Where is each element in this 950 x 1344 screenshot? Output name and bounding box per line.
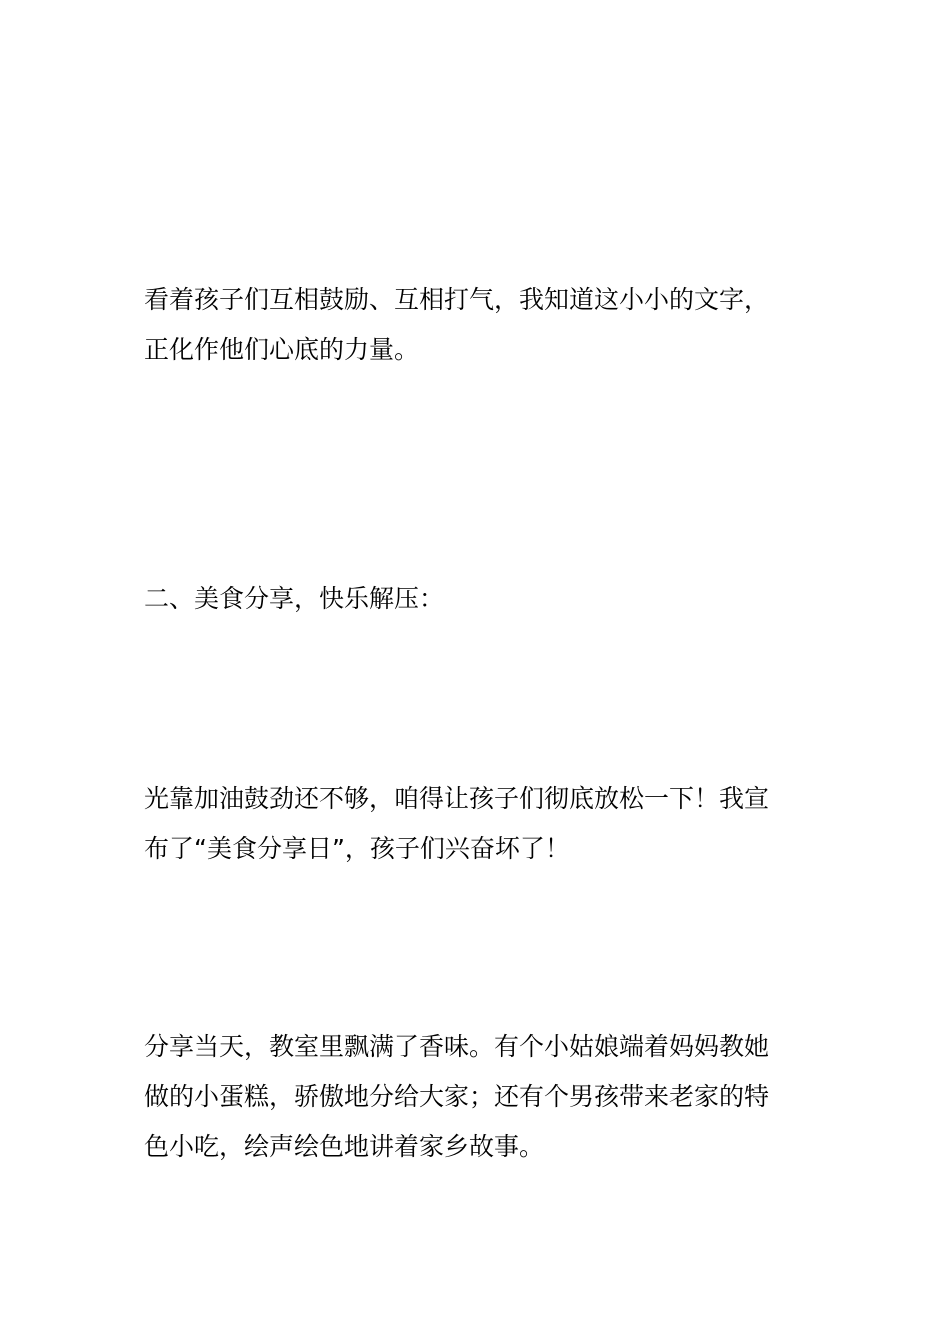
paragraph-line: 正化作他们心底的力量。 [144, 335, 420, 364]
paragraph-line: 看着孩子们互相鼓励、互相打气，我知道这小小的文字， [144, 285, 770, 314]
paragraph-line: 做的小蛋糕，骄傲地分给大家；还有个男孩带来老家的特 [144, 1082, 770, 1111]
heading-text: 二、美食分享，快乐解压： [144, 584, 445, 613]
paragraph-line: 光靠加油鼓劲还不够，咱得让孩子们彻底放松一下！我宣 [144, 784, 770, 813]
paragraph-line: 布了“美食分享日”，孩子们兴奋坏了！ [144, 834, 570, 863]
paragraph-sharing-day [144, 1022, 824, 1172]
paragraph-food-day-announcement [144, 774, 824, 874]
paragraph-line: 分享当天，教室里飘满了香味。有个小姑娘端着妈妈教她 [144, 1032, 770, 1061]
paragraph-encouragement [144, 275, 824, 375]
section-heading-food-sharing [144, 574, 824, 624]
paragraph-line: 色小吃，绘声绘色地讲着家乡故事。 [144, 1132, 545, 1161]
